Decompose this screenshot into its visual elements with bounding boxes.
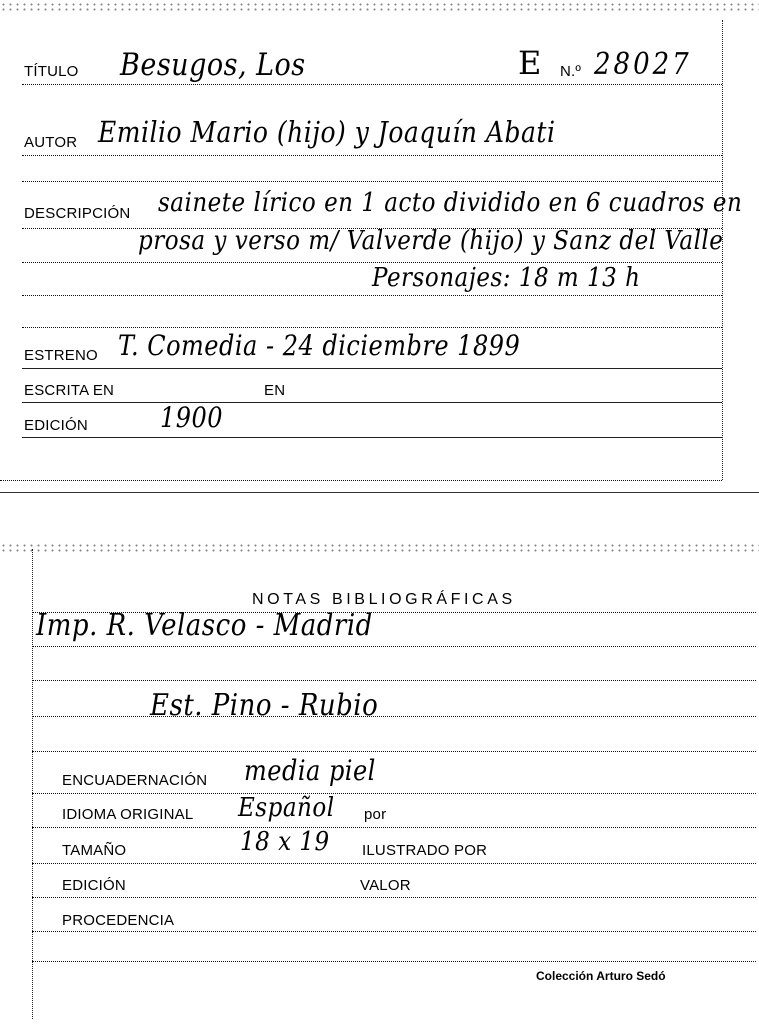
value-edicion: 1900 [160, 401, 224, 434]
rule [32, 931, 756, 932]
label-descripcion: DESCRIPCIÓN [24, 205, 131, 222]
label-procedencia: PROCEDENCIA [62, 912, 175, 929]
label-ilustrado: ILUSTRADO POR [362, 842, 488, 859]
label-escrita-en: ESCRITA EN [24, 382, 115, 399]
notes-heading: NOTAS BIBLIOGRÁFICAS [252, 591, 516, 608]
value-numero: 28027 [594, 47, 692, 82]
rule [22, 368, 722, 369]
rule [22, 295, 722, 296]
value-tamano: 18 x 19 [240, 827, 330, 857]
catalog-card-back [0, 535, 759, 1028]
value-descripcion-line-1: sainete lírico en 1 acto dividido en 6 cuadros en [158, 188, 743, 218]
top-edge-speckle [0, 2, 759, 12]
catalog-card-front [0, 0, 759, 500]
value-descripcion-line-3: Personajes: 18 m 13 h [372, 263, 641, 293]
label-numero: N.º [560, 63, 582, 80]
rule [32, 961, 756, 962]
top-edge-speckle [0, 543, 759, 553]
value-descripcion-line-2: prosa y verso m/ Valverde (hijo) y Sanz del Valle [138, 226, 724, 256]
label-valor: VALOR [360, 877, 411, 894]
value-encuadernacion: media piel [244, 754, 376, 787]
label-idioma: IDIOMA ORIGINAL [62, 806, 194, 823]
rule [32, 646, 756, 647]
value-estreno: T. Comedia - 24 diciembre 1899 [118, 329, 521, 362]
rule [22, 437, 722, 438]
rule [32, 897, 756, 898]
note-line-2: Est. Pino - Rubio [150, 688, 379, 723]
label-edicion: EDICIÓN [24, 417, 88, 434]
label-encuadernacion: ENCUADERNACIÓN [62, 772, 208, 789]
collection-credit: Colección Arturo Sedó [536, 969, 666, 983]
rule [22, 402, 722, 403]
label-edicion-back: EDICIÓN [62, 877, 126, 894]
label-titulo: TÍTULO [24, 63, 79, 80]
rule [22, 155, 722, 156]
bottom-edge [0, 480, 722, 481]
value-idioma: Español [238, 793, 335, 823]
value-autor: Emilio Mario (hijo) y Joaquín Abati [98, 115, 556, 149]
value-titulo: Besugos, Los [120, 47, 306, 83]
rule [22, 181, 722, 182]
rule [22, 84, 722, 85]
label-por: por [364, 806, 387, 823]
left-border [32, 549, 33, 1019]
rule [32, 716, 756, 717]
label-autor: AUTOR [24, 134, 78, 151]
rule [32, 680, 756, 681]
rule [32, 863, 756, 864]
label-tamano: TAMAÑO [62, 842, 127, 859]
rule [32, 793, 756, 794]
rule [32, 751, 756, 752]
value-letter: E [518, 44, 542, 82]
rule [32, 827, 756, 828]
rule [22, 327, 722, 328]
card-separator [0, 492, 759, 493]
label-en: EN [264, 382, 286, 399]
label-estreno: ESTRENO [24, 347, 98, 364]
note-line-1: Imp. R. Velasco - Madrid [36, 608, 373, 643]
